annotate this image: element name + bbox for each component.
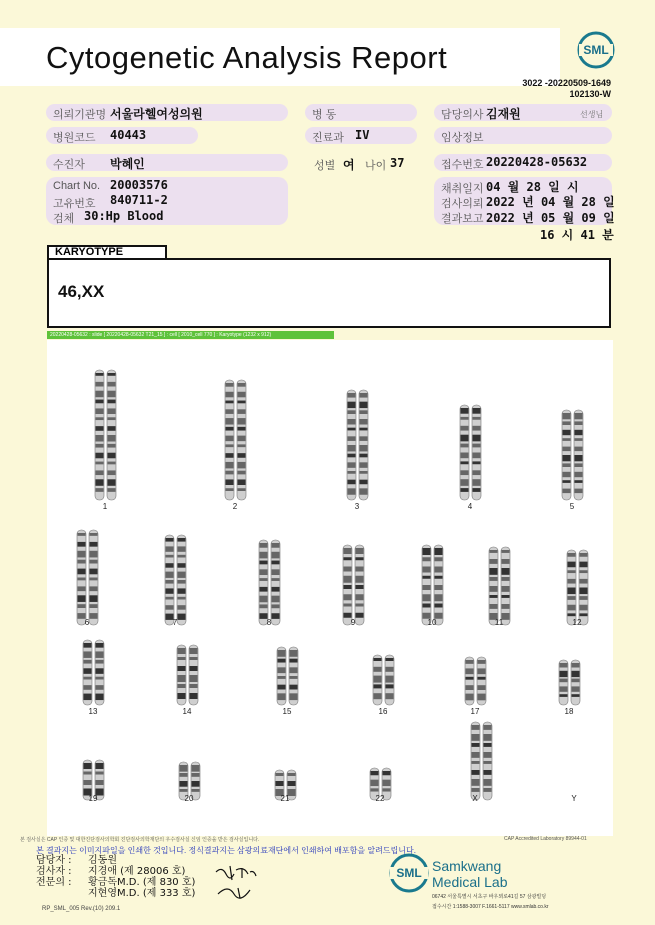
chromosome-11-2	[501, 547, 510, 625]
staff-label-1: 담당자 :	[36, 855, 72, 866]
chromosome-label-4: 4	[467, 502, 473, 511]
chromosome-1-2	[107, 370, 116, 500]
chromosome-label-11: 11	[494, 618, 504, 627]
dept-label: 진료과	[312, 132, 344, 144]
staff-value-2: 지경애 (제 28006 호)	[88, 866, 186, 877]
result-label: 결과보고	[441, 213, 484, 225]
result-time: 16 시 41 분	[540, 228, 614, 242]
specimen-label: 검체	[53, 213, 75, 225]
chromosome-3-1	[347, 390, 356, 500]
chromosome-16-2	[385, 655, 394, 705]
chromosome-X-1	[471, 722, 480, 800]
karyotype-label: KARYOTYPE	[47, 245, 167, 258]
chromosome-label-8: 8	[266, 618, 272, 627]
chromosome-1-1	[95, 370, 104, 500]
doctor-suffix: 선생님	[580, 110, 604, 119]
staff-value-4: 지현영M.D. (제 333 호)	[88, 888, 196, 899]
signature-icon	[212, 862, 262, 902]
chromosome-16-1	[373, 655, 382, 705]
sex-label: 성별	[314, 160, 336, 172]
ward-label: 병 동	[312, 109, 337, 121]
chromosome-label-12: 12	[572, 618, 582, 627]
id-value: 840711-2	[110, 193, 168, 207]
chromosome-13-2	[95, 640, 104, 705]
chromosome-7-1	[165, 535, 174, 625]
sex-value: 여	[343, 158, 355, 172]
chromosome-5-2	[574, 410, 583, 500]
chromosome-17-2	[477, 657, 486, 705]
chart-label: Chart No.	[53, 180, 101, 192]
chromosome-9-2	[355, 545, 364, 625]
sml-logo-icon	[576, 30, 616, 70]
slide-info-bar: 20220428-05632 : slide [ 20220428-05632 T21_15 ] : cell [ 2010_cell 770 ] : Karyotype (1232 x 912)	[47, 331, 334, 339]
staff-label-3: 전문의 :	[36, 877, 72, 888]
chromosome-2-1	[225, 380, 234, 500]
request-value: 2022 년 04 월 28 일	[486, 195, 615, 209]
chromosome-14-1	[177, 645, 186, 705]
print-notice: 본 결과지는 이미지파일을 인쇄한 것입니다. 정식결과지는 삼광의료재단에서 인쇄하여 배포함을 알려드립니다.	[36, 846, 416, 855]
staff-label-2: 검사자 :	[36, 866, 72, 877]
recipient-value: 박혜인	[110, 157, 145, 171]
reception-value: 20220428-05632	[486, 155, 588, 169]
chromosome-5-1	[562, 410, 571, 500]
chromosome-label-18: 18	[564, 707, 574, 716]
chromosome-label-15: 15	[282, 707, 292, 716]
chromosome-8-1	[259, 540, 268, 625]
collect-value: 04 월 28 일 시	[486, 180, 579, 194]
karyogram-svg	[47, 340, 613, 836]
chromosome-label-21: 21	[280, 794, 290, 803]
chromosome-7-2	[177, 535, 186, 625]
result-value: 2022 년 05 월 09 일	[486, 211, 615, 225]
chromosome-18-1	[559, 660, 568, 705]
chromosome-label-7: 7	[172, 618, 178, 627]
doctor-value: 김재원	[486, 107, 521, 121]
karyogram-image	[47, 340, 613, 836]
reception-label: 접수번호	[441, 159, 484, 171]
chromosome-6-2	[89, 530, 98, 625]
chromosome-13-1	[83, 640, 92, 705]
staff-value-3: 황금독M.D. (제 830 호)	[88, 877, 196, 888]
chromosome-label-3: 3	[354, 502, 360, 511]
report-number-line1: 3022 -20220509-1649	[522, 78, 611, 88]
chromosome-label-17: 17	[470, 707, 480, 716]
chromosome-label-5: 5	[569, 502, 575, 511]
chromosome-label-22: 22	[375, 794, 385, 803]
form-number: RP_SML_005 Rev.(10) 209.1	[42, 906, 121, 912]
chromosome-12-2	[579, 550, 588, 625]
recipient-label: 수진자	[53, 159, 85, 171]
chromosome-label-14: 14	[182, 707, 192, 716]
chromosome-label-1: 1	[102, 502, 108, 511]
accreditation-notice: 본 검사실은 CAP 인증 및 대한진단검사의학회 진단검사의학재단의 우수검사실 신임 인증을 받은 검사실입니다.	[20, 837, 260, 843]
institution-value: 서울라헬여성의원	[110, 107, 203, 121]
report-number-line2: 102130-W	[569, 89, 611, 99]
hospital-code-value: 40443	[110, 128, 147, 142]
age-value: 37	[390, 156, 405, 170]
chromosome-14-2	[189, 645, 198, 705]
institution-label: 의뢰기관명	[53, 109, 107, 121]
brand-line2: Medical Lab	[432, 874, 508, 890]
chromosome-12-1	[567, 550, 576, 625]
clinical-label: 임상정보	[441, 132, 484, 144]
chromosome-X-2	[483, 722, 492, 800]
specimen-value: 30:Hp Blood	[84, 209, 164, 223]
karyotype-value: 46,XX	[58, 282, 105, 301]
chromosome-2-2	[237, 380, 246, 500]
samkwang-logo-icon	[388, 852, 430, 894]
chromosome-label-2: 2	[232, 502, 238, 511]
karyotype-box	[47, 258, 611, 328]
staff-value-1: 김동원	[88, 855, 117, 866]
chart-value: 20003576	[110, 178, 168, 192]
doctor-label: 담당의사	[441, 109, 484, 121]
hospital-code-label: 병원코드	[53, 132, 96, 144]
dept-value: IV	[355, 128, 370, 142]
report-title: Cytogenetic Analysis Report	[46, 40, 448, 75]
id-label: 고유번호	[53, 198, 96, 210]
address-line2: 접수시간 1:1588-3007 F.1661-5117 www.smlab.co.kr	[432, 904, 549, 910]
chromosome-8-2	[271, 540, 280, 625]
chromosome-label-19: 19	[88, 794, 98, 803]
address	[432, 892, 549, 912]
chromosome-15-1	[277, 647, 286, 705]
brand-line1: Samkwang	[432, 858, 502, 874]
chromosome-15-2	[289, 647, 298, 705]
chromosome-label-9: 9	[350, 618, 356, 627]
chromosome-9-1	[343, 545, 352, 625]
chromosome-11-1	[489, 547, 498, 625]
chromosome-10-1	[422, 545, 431, 625]
chromosome-18-2	[571, 660, 580, 705]
chromosome-6-1	[77, 530, 86, 625]
chromosome-4-2	[472, 405, 481, 500]
chromosome-label-X: X	[472, 794, 478, 803]
brand-name	[432, 858, 508, 890]
chromosome-17-1	[465, 657, 474, 705]
chromosome-label-6: 6	[84, 618, 90, 627]
chromosome-label-10: 10	[427, 618, 437, 627]
chromosome-label-13: 13	[88, 707, 98, 716]
cap-text: CAP Accredited Laboratory 89944-01	[504, 836, 587, 842]
chromosome-4-1	[460, 405, 469, 500]
chromosome-label-16: 16	[378, 707, 388, 716]
request-label: 검사의뢰	[441, 198, 484, 210]
logo-text: SML	[583, 43, 609, 57]
chromosome-label-20: 20	[184, 794, 194, 803]
collect-label: 채취일지	[441, 183, 484, 195]
chromosome-label-Y: Y	[571, 794, 577, 803]
samkwang-logo-text: SML	[396, 866, 422, 880]
age-label: 나이	[365, 160, 387, 172]
address-line1: 06742 서울특별시 서초구 바우뫼로41길 57 삼광빌딩	[432, 894, 547, 900]
chromosome-10-2	[434, 545, 443, 625]
chromosome-3-2	[359, 390, 368, 500]
report-number	[522, 78, 611, 100]
